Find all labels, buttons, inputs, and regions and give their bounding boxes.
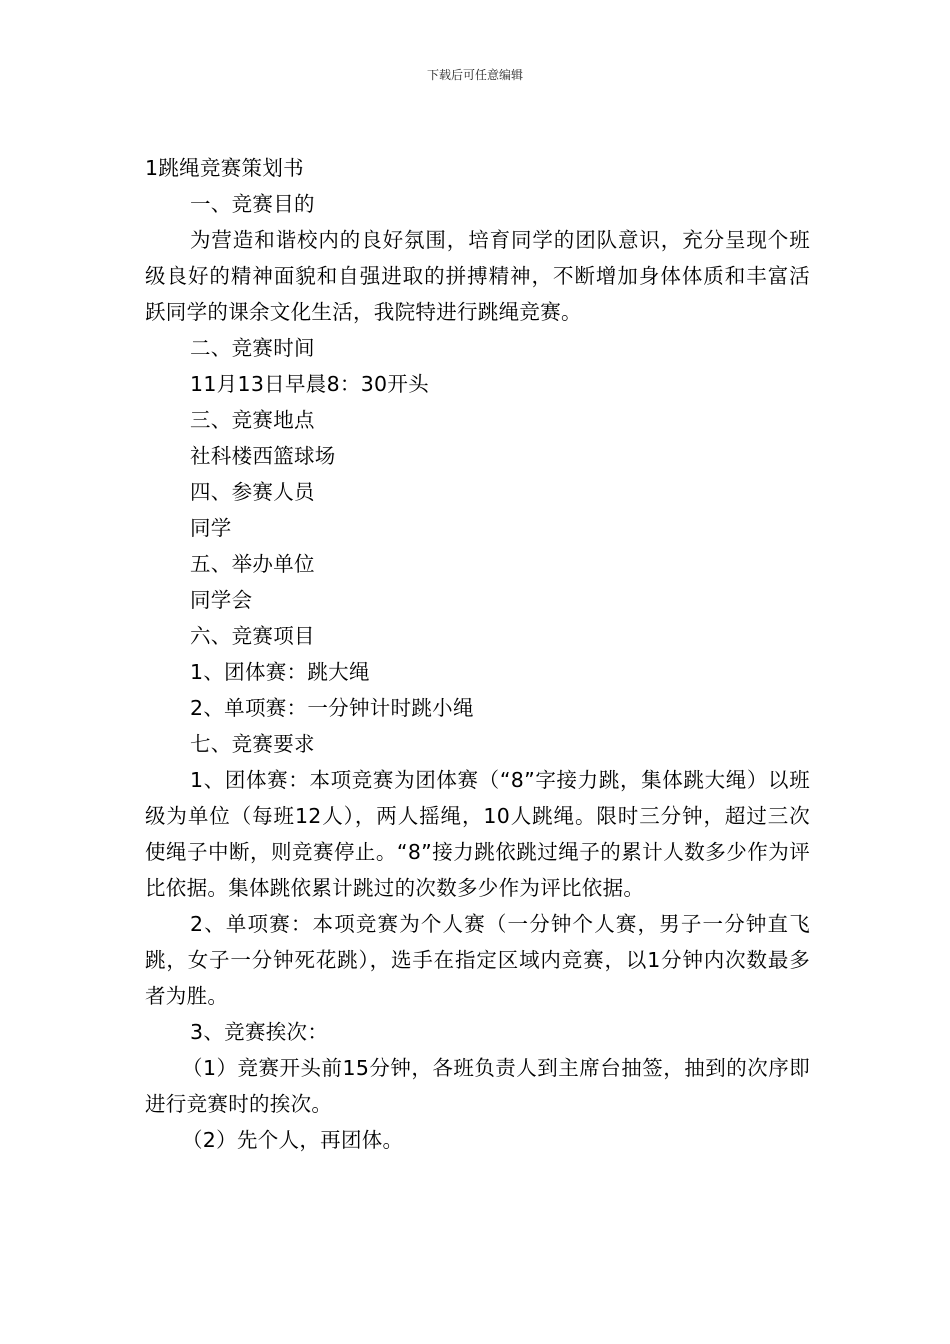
requirement-item-individual: 2、单项赛：本项竞赛为个人赛（一分钟个人赛，男子一分钟直飞跳，女子一分钟死花跳），选手在指定区域内竞赛，以1分钟内次数最多者为胜。	[145, 912, 810, 1008]
requirement-order-step-2: （2）先个人，再团体。	[182, 1128, 404, 1152]
section-body-participants: 同学	[190, 516, 232, 540]
document-body	[145, 150, 810, 1158]
section-body-location: 社科楼西篮球场	[190, 444, 336, 468]
section-heading-time: 二、竞赛时间	[190, 336, 315, 360]
section-body-time: 11月13日早晨8：30开头	[190, 372, 429, 396]
document-title: 1跳绳竞赛策划书	[145, 156, 304, 180]
section-body-purpose: 为营造和谐校内的良好氛围，培育同学的团队意识，充分呈现个班级良好的精神面貌和自强进取的拼搏精神，不断增加身体体质和丰富活跃同学的课余文化生活，我院特进行跳绳竞赛。	[145, 228, 810, 324]
section-body-organizer: 同学会	[190, 588, 253, 612]
event-item-team: 1、团体赛：跳大绳	[190, 660, 370, 684]
requirement-item-order: 3、竞赛挨次：	[190, 1020, 329, 1044]
section-heading-organizer: 五、举办单位	[190, 552, 315, 576]
section-heading-location: 三、竞赛地点	[190, 408, 315, 432]
header-note: 下载后可任意编辑	[426, 68, 523, 82]
section-heading-requirements: 七、竞赛要求	[190, 732, 315, 756]
section-heading-events: 六、竞赛项目	[190, 624, 315, 648]
section-heading-purpose: 一、竞赛目的	[190, 192, 315, 216]
requirement-item-team: 1、团体赛：本项竞赛为团体赛（“8”字接力跳，集体跳大绳）以班级为单位（每班12人），两人摇绳，10人跳绳。限时三分钟，超过三次使绳子中断，则竞赛停止。“8”接力跳依跳过绳子的累计人数多少作为评比依据。集体跳依累计跳过的次数多少作为评比依据。	[145, 768, 810, 900]
requirement-order-step-1: （1）竞赛开头前15分钟，各班负责人到主席台抽签，抽到的次序即进行竞赛时的挨次。	[145, 1056, 810, 1116]
section-heading-participants: 四、参赛人员	[190, 480, 315, 504]
event-item-individual: 2、单项赛：一分钟计时跳小绳	[190, 696, 474, 720]
